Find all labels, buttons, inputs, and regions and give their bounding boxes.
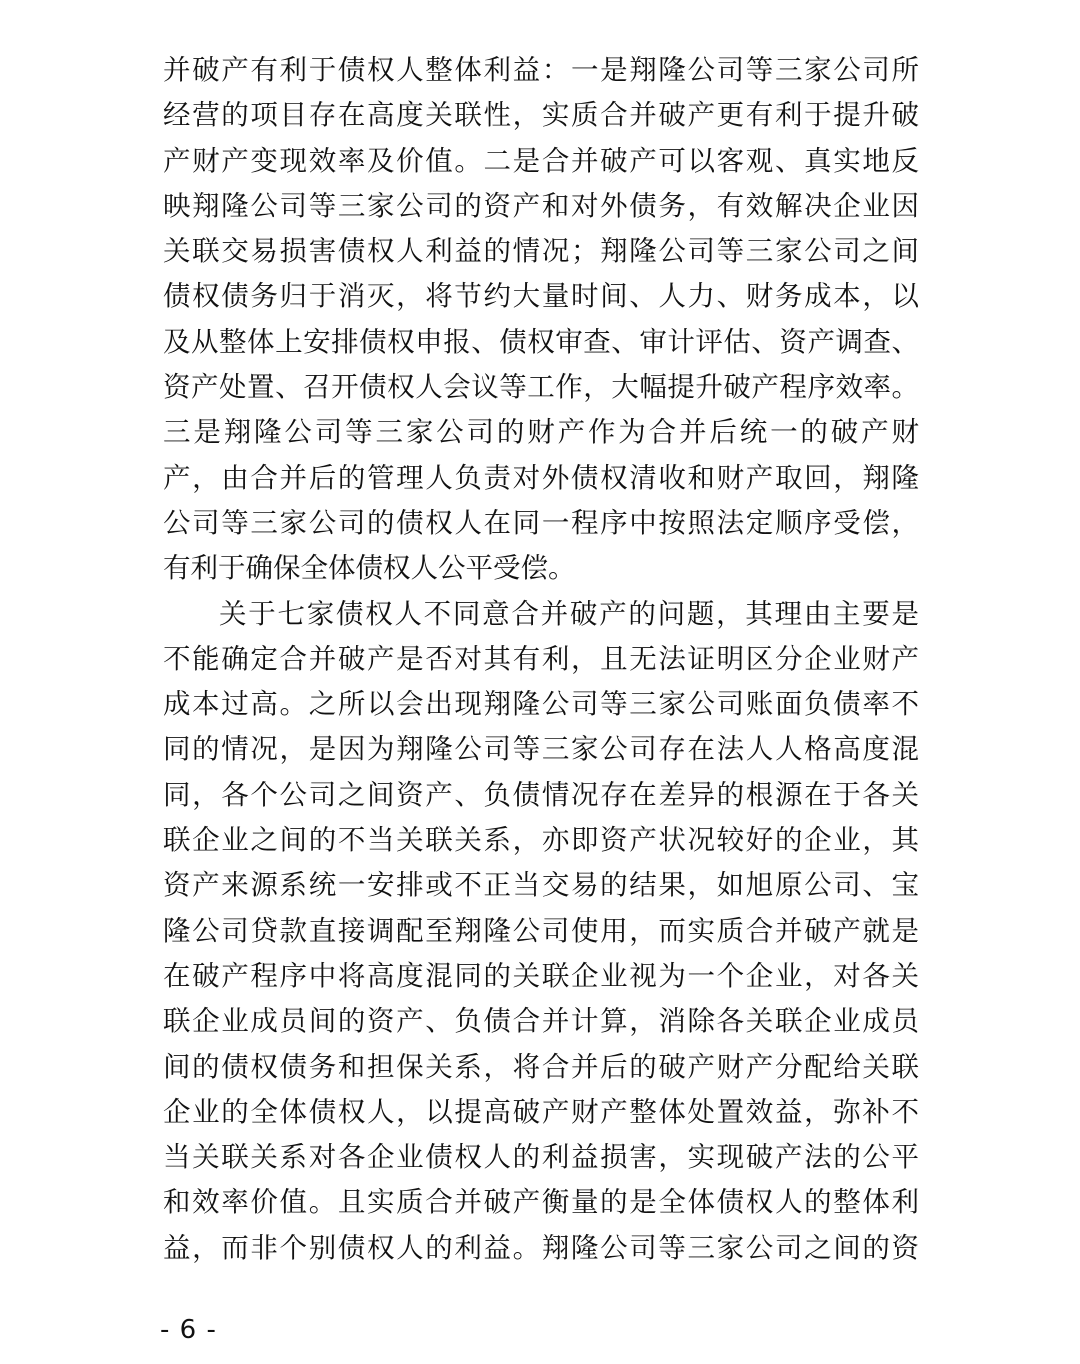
text-line: 产财产变现效率及价值。二是合并破产可以客观、真实地反 [163, 144, 919, 177]
text-line: 不能确定合并破产是否对其有利，且无法证明区分企业财产 [163, 642, 919, 675]
text-line: 三是翔隆公司等三家公司的财产作为合并后统一的破产财 [163, 416, 919, 449]
text-line: 同，各个公司之间资产、负债情况存在差异的根源在于各关 [163, 778, 919, 811]
text-line: 债权债务归于消灭，将节约大量时间、人力、财务成本，以 [163, 280, 919, 313]
text-line: 及从整体上安排债权申报、债权审查、审计评估、资产调查、 [163, 325, 919, 358]
text-line: 公司等三家公司的债权人在同一程序中按照法定顺序受偿， [163, 506, 919, 539]
text-line: 经营的项目存在高度关联性，实质合并破产更有利于提升破 [163, 99, 919, 132]
page-number: - 6 - [160, 1315, 217, 1345]
text-line: 映翔隆公司等三家公司的资产和对外债务，有效解决企业因 [163, 189, 919, 222]
text-line: 在破产程序中将高度混同的关联企业视为一个企业，对各关 [163, 959, 919, 992]
text-line: 间的债权债务和担保关系，将合并后的破产财产分配给关联 [163, 1050, 919, 1083]
text-line: 关于七家债权人不同意合并破产的问题，其理由主要是 [219, 597, 919, 630]
text-line: 当关联关系对各企业债权人的利益损害，实现破产法的公平 [163, 1141, 919, 1174]
body-text [163, 48, 919, 1271]
text-line: 联企业成员间的资产、负债合并计算，消除各关联企业成员 [163, 1005, 919, 1038]
text-line: 成本过高。之所以会出现翔隆公司等三家公司账面负债率不 [163, 688, 919, 721]
text-line: 和效率价值。且实质合并破产衡量的是全体债权人的整体利 [163, 1186, 919, 1219]
text-line: 产，由合并后的管理人负责对外债权清收和财产取回，翔隆 [163, 461, 919, 494]
text-line: 企业的全体债权人，以提高破产财产整体处置效益，弥补不 [163, 1095, 919, 1128]
text-line: 隆公司贷款直接调配至翔隆公司使用，而实质合并破产就是 [163, 914, 919, 947]
text-line: 联企业之间的不当关联关系，亦即资产状况较好的企业，其 [163, 824, 919, 857]
text-line: 有利于确保全体债权人公平受偿。 [163, 552, 576, 585]
text-line: 关联交易损害债权人利益的情况；翔隆公司等三家公司之间 [163, 235, 919, 268]
text-line: 同的情况，是因为翔隆公司等三家公司存在法人人格高度混 [163, 733, 919, 766]
text-line: 益，而非个别债权人的利益。翔隆公司等三家公司之间的资 [163, 1231, 919, 1264]
text-line: 资产来源系统一安排或不正当交易的结果，如旭原公司、宝 [163, 869, 919, 902]
text-line: 资产处置、召开债权人会议等工作，大幅提升破产程序效率。 [163, 371, 919, 404]
text-line: 并破产有利于债权人整体利益：一是翔隆公司等三家公司所 [163, 54, 919, 86]
paragraph-2 [163, 592, 919, 1271]
paragraph-1 [163, 48, 919, 592]
